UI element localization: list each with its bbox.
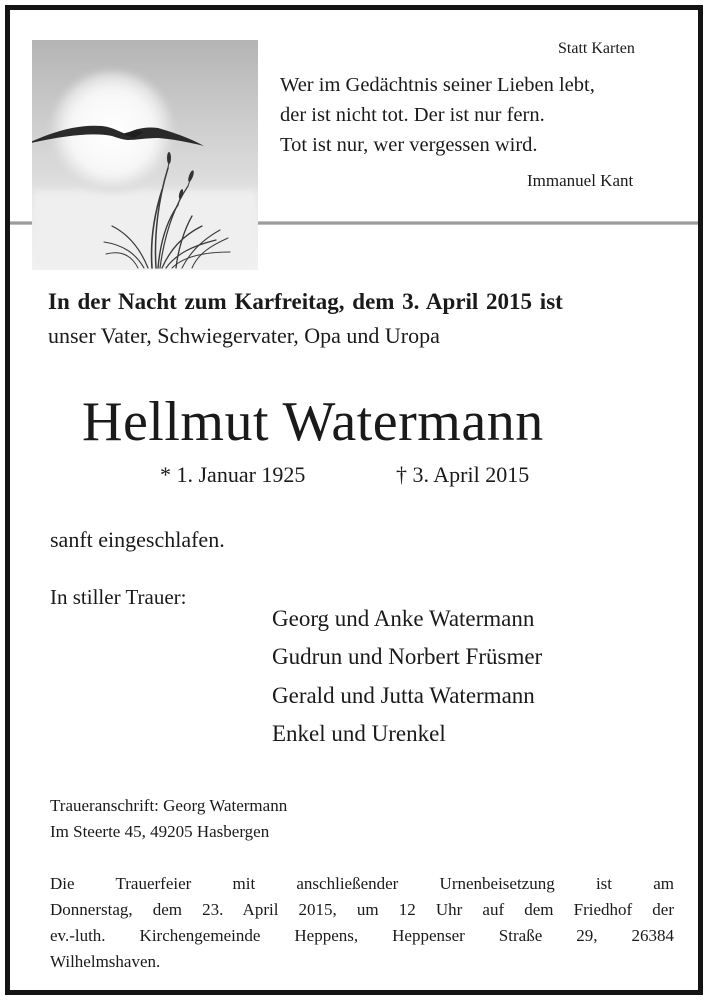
intro-line-1: In der Nacht zum Karfreitag, dem 3. April 2015 ist — [48, 289, 563, 314]
birth-date: * 1. Januar 1925 — [160, 462, 306, 487]
ceremony-line-4: Wilhelmshaven. — [50, 952, 161, 971]
quote-author: Immanuel Kant — [527, 171, 634, 190]
mourner-name: Gerald und Jutta Watermann — [272, 683, 535, 708]
obituary-notice — [5, 5, 703, 995]
mourner-name: Georg und Anke Watermann — [272, 606, 535, 631]
deceased-name: Hellmut Watermann — [82, 391, 544, 453]
statt-karten-label: Statt Karten — [558, 40, 635, 57]
mourner-name: Gudrun und Norbert Früsmer — [272, 644, 543, 669]
ceremony-line-2: Donnerstag, dem 23. April 2015, um 12 Uhr auf dem Friedhof der — [50, 900, 674, 919]
mourner-name: Enkel und Urenkel — [272, 721, 446, 746]
death-date: † 3. April 2015 — [396, 462, 530, 487]
quote-line-1: Wer im Gedächtnis seiner Lieben lebt, — [280, 74, 595, 96]
ceremony-line-1: Die Trauerfeier mit anschließender Urnenbeisetzung ist am — [50, 874, 674, 893]
sanft-eingeschlafen-text: sanft eingeschlafen. — [50, 527, 225, 552]
quote-line-2: der ist nicht tot. Der ist nur fern. — [280, 104, 545, 126]
mourning-address-line-2: Im Steerte 45, 49205 Hasbergen — [50, 822, 270, 841]
mourning-address-line-1: Traueranschrift: Georg Watermann — [50, 796, 288, 815]
intro-line-2: unser Vater, Schwiegervater, Opa und Uropa — [48, 323, 440, 348]
quote-line-3: Tot ist nur, wer vergessen wird. — [280, 134, 538, 156]
seagull-sun-grass-illustration-icon — [32, 40, 258, 270]
ceremony-info — [50, 871, 674, 975]
ceremony-line-3: ev.-luth. Kirchengemeinde Heppens, Heppenser Straße 29, 26384 — [50, 926, 674, 945]
mourners-label: In stiller Trauer: — [50, 585, 187, 609]
